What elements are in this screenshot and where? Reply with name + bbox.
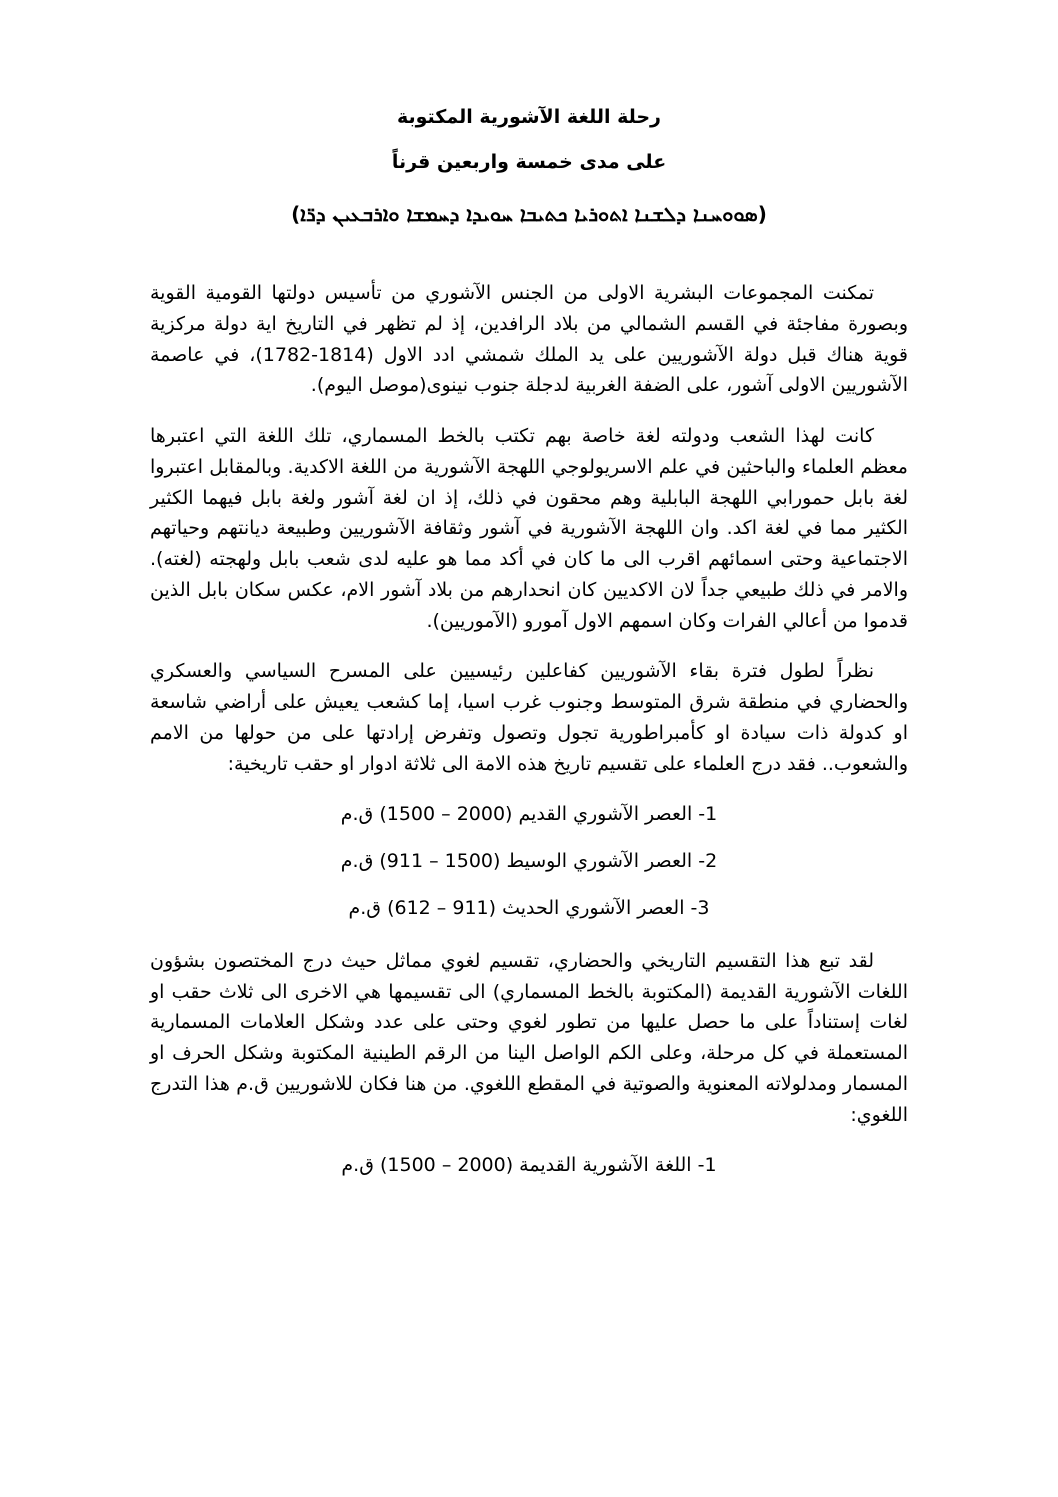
paragraph-2: كانت لهذا الشعب ودولته لغة خاصة بهم تكتب بالخط المسماري، تلك اللغة التي اعتبرها معظم العلماء والباحثين في علم الاسريولوجي اللهجة الآشورية من اللغة الاكدية. وبالمقابل اعتبروا لغة بابل حمورابي اللهجة البابلية وهم محقون في ذلك، إذ ان لغة آشور ولغة بابل فيهما الكثير الكثير مما في لغة اكد. وان اللهجة الآشورية في آشور وثقافة الآشوريين وطبيعة ديانتهم وحياتهم الاجتماعية وحتى اسمائهم اقرب الى ما كان في أكد مما هو عليه لدى شعب بابل ولهجته (لغته). والامر في ذلك طبيعي جداً لان الاكديين كان انحدارهم من بلاد آشور الام، عكس سكان بابل الذين قدموا من أعالي الفرات وكان اسمهم الاول آمورو (الآموريين). <box>150 425 908 632</box>
list-item: 3- العصر الآشوري الحديث (911 – 612) ق.م <box>348 897 710 920</box>
languages-list <box>150 1150 908 1181</box>
list-item: 1- العصر الآشوري القديم (2000 – 1500) ق.م <box>340 803 718 826</box>
list-item: 1- اللغة الآشورية القديمة (2000 – 1500) ق.م <box>341 1154 717 1177</box>
document-body <box>150 278 908 1181</box>
page-subtitle: على مدى خمسة واربعين قرناً <box>391 151 667 173</box>
paragraph-1: تمكنت المجموعات البشرية الاولى من الجنس الآشوري من تأسيس دولتها القومية القوية وبصورة مفاجئة في القسم الشمالي من بلاد الرافدين، إذ لم تظهر في التاريخ اية دولة مركزية قوية هناك قبل دولة الآشوريين على يد الملك شمشي ادد الاول (1814-1782)، في عاصمة الآشوريين الاولى آشور، على الضفة الغربية لدجلة جنوب نينوى(موصل اليوم). <box>150 282 908 397</box>
document-title-block <box>150 108 908 226</box>
paragraph-3: نظراً لطول فترة بقاء الآشوريين كفاعلين رئيسيين على المسرح السياسي والعسكري والحضاري في منطقة شرق المتوسط وجنوب غرب اسيا، إما كشعب يعيش على أراضي شاسعة او كدولة ذات سيادة او كأمبراطورية تجول وتصول وتفرض إرادتها على من حولها من الامم والشعوب.. فقد درج العلماء على تقسيم تاريخ هذه الامة الى ثلاثة ادوار او حقب تاريخية: <box>150 660 908 775</box>
page-title-syriac: (ܣܘܘܚܢܐ ܕܠܫܢܐ ܐܬܘܪܝܐ ܟܬܝܒܐ ܚܘܝܕܐ ܕܚܡܫܐ ܘܐܪܒܥܝܢ ܕܪ̈ܐ) <box>291 202 767 226</box>
eras-list <box>150 799 908 923</box>
paragraph-4: لقد تبع هذا التقسيم التاريخي والحضاري، تقسيم لغوي مماثل حيث درج المختصون بشؤون اللغات الآشورية القديمة (المكتوبة بالخط المسماري) الى تقسيمها هي الاخرى الى ثلاث حقب او لغات إستناداً على ما حصل عليها من تطور لغوي وحتى على عدد وشكل العلامات المسمارية المستعملة في كل مرحلة، وعلى الكم الواصل الينا من الرقم الطينية المكتوبة وشكل الحرف او المسمار ومدلولاته المعنوية والصوتية في المقطع اللغوي. من هنا فكان للاشوريين ق.م هذا التدرج اللغوي: <box>150 949 908 1126</box>
page-title: رحلة اللغة الآشورية المكتوبة <box>396 106 661 128</box>
list-item: 2- العصر الآشوري الوسيط (1500 – 911) ق.م <box>340 850 718 873</box>
